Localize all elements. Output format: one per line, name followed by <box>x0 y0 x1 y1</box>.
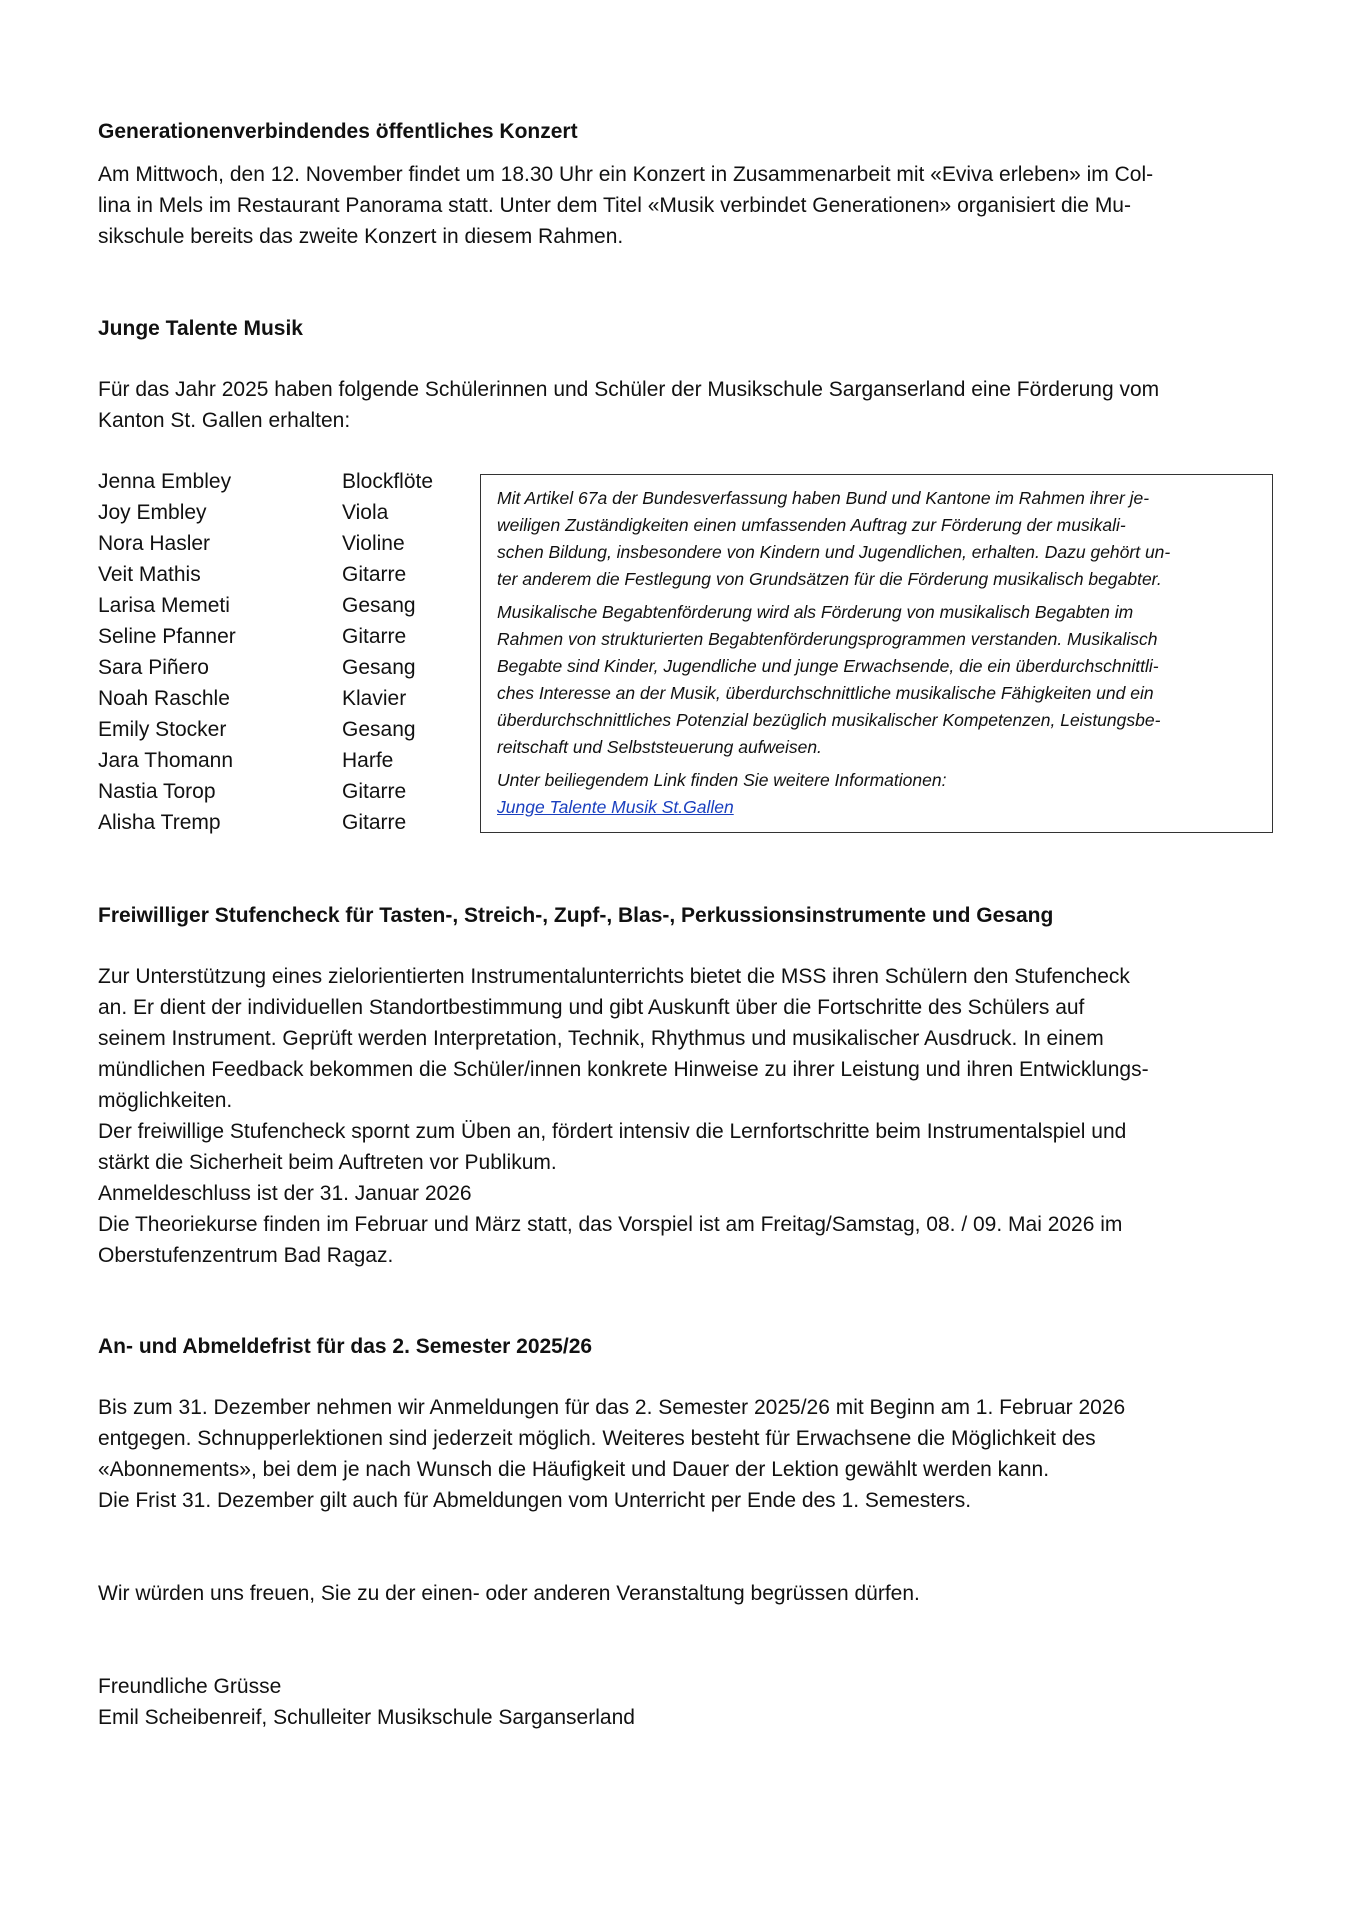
list-item <box>98 621 458 652</box>
student-instrument: Gitarre <box>342 625 407 648</box>
stufencheck-line: Anmeldeschluss ist der 31. Januar 2026 <box>98 1182 472 1205</box>
student-list <box>98 466 458 838</box>
concert-line: sikschule bereits das zweite Konzert in diesem Rahmen. <box>98 225 624 248</box>
info-line: ches Interesse an der Musik, überdurchschnittliche musikalische Fähigkeiten und ein <box>497 683 1154 703</box>
info-line: Begabte sind Kinder, Jugendliche und junge Erwachsende, die ein überdurchschnittli- <box>497 656 1159 676</box>
stufencheck-line: mündlichen Feedback bekommen die Schüler/innen konkrete Hinweise zu ihrer Leistung und ihren Entwicklungs- <box>98 1058 1149 1081</box>
list-item <box>98 807 458 838</box>
student-name: Larisa Memeti <box>98 594 230 617</box>
info-paragraph <box>497 599 1256 761</box>
student-name: Noah Raschle <box>98 687 230 710</box>
info-line: schen Bildung, insbesondere von Kindern und Jugendlichen, erhalten. Dazu gehört un- <box>497 542 1171 562</box>
greeting: Freundliche Grüsse <box>98 1675 282 1698</box>
list-item <box>98 528 458 559</box>
semester-line: «Abonnements», bei dem je nach Wunsch die Häufigkeit und Dauer der Lektion gewählt werden kann. <box>98 1458 1050 1481</box>
info-box <box>480 474 1273 833</box>
info-line: ter anderem die Festlegung von Grundsätzen für die Förderung musikalisch begabter. <box>497 569 1162 589</box>
student-name: Nastia Torop <box>98 780 216 803</box>
info-paragraph <box>497 485 1256 593</box>
student-name: Veit Mathis <box>98 563 201 586</box>
semester-line: entgegen. Schnupperlektionen sind jederzeit möglich. Weiteres besteht für Erwachsene die Möglichkeit des <box>98 1427 1096 1450</box>
semester-section <box>98 1331 1263 1516</box>
student-instrument: Gitarre <box>342 563 407 586</box>
student-name: Jara Thomann <box>98 749 234 772</box>
list-item <box>98 497 458 528</box>
student-instrument: Harfe <box>342 749 394 772</box>
concert-section <box>98 116 1263 252</box>
talents-intro-line: Für das Jahr 2025 haben folgende Schülerinnen und Schüler der Musikschule Sarganserland eine Förderung vom <box>98 378 1160 401</box>
student-instrument: Klavier <box>342 687 407 710</box>
student-name: Alisha Tremp <box>98 811 221 834</box>
talents-intro-line: Kanton St. Gallen erhalten: <box>98 409 351 432</box>
signature: Emil Scheibenreif, Schulleiter Musikschule Sarganserland <box>98 1706 635 1729</box>
student-name: Emily Stocker <box>98 718 227 741</box>
talente-link[interactable]: Junge Talente Musik St.Gallen <box>497 797 734 817</box>
list-item <box>98 776 458 807</box>
student-instrument: Gesang <box>342 718 416 741</box>
stufencheck-line: seinem Instrument. Geprüft werden Interpretation, Technik, Rhythmus und musikalischer Ausdruck. In einem <box>98 1027 1104 1050</box>
info-line: Rahmen von strukturierten Begabtenförderungsprogrammen verstanden. Musikalisch <box>497 629 1158 649</box>
closing-section <box>98 1578 1263 1609</box>
student-instrument: Gesang <box>342 656 416 679</box>
student-name: Nora Hasler <box>98 532 211 555</box>
student-name: Seline Pfanner <box>98 625 236 648</box>
student-name: Jenna Embley <box>98 470 232 493</box>
list-item <box>98 683 458 714</box>
info-line: Mit Artikel 67a der Bundesverfassung haben Bund und Kantone im Rahmen ihrer je- <box>497 488 1150 508</box>
semester-line: Die Frist 31. Dezember gilt auch für Abmeldungen vom Unterricht per Ende des 1. Semesters. <box>98 1489 972 1512</box>
student-instrument: Violine <box>342 532 405 555</box>
list-item <box>98 745 458 776</box>
info-link-intro: Unter beiliegendem Link finden Sie weitere Informationen: <box>497 770 947 790</box>
stufencheck-heading: Freiwilliger Stufencheck für Tasten-, Streich-, Zupf-, Blas-, Perkussionsinstrumente und Gesang <box>98 904 1054 927</box>
student-name: Joy Embley <box>98 501 207 524</box>
student-instrument: Gesang <box>342 594 416 617</box>
concert-line: lina in Mels im Restaurant Panorama statt. Unter dem Titel «Musik verbindet Generationen» organisiert die Mu- <box>98 194 1131 217</box>
closing-text: Wir würden uns freuen, Sie zu der einen- oder anderen Veranstaltung begrüssen dürfen. <box>98 1582 920 1605</box>
list-item <box>98 652 458 683</box>
student-instrument: Gitarre <box>342 780 407 803</box>
info-link-block <box>497 767 1256 821</box>
info-line: reitschaft und Selbststeuerung aufweisen. <box>497 737 822 757</box>
semester-line: Bis zum 31. Dezember nehmen wir Anmeldungen für das 2. Semester 2025/26 mit Beginn am 1. Februar 2026 <box>98 1396 1126 1419</box>
talents-section <box>98 313 1263 436</box>
list-item <box>98 590 458 621</box>
student-instrument: Blockflöte <box>342 470 434 493</box>
stufencheck-section <box>98 900 1263 1271</box>
list-item <box>98 466 458 497</box>
stufencheck-line: Zur Unterstützung eines zielorientierten Instrumentalunterrichts bietet die MSS ihren Schülern den Stufencheck <box>98 965 1130 988</box>
info-line: überdurchschnittliches Potenzial bezüglich musikalischer Kompetenzen, Leistungsbe- <box>497 710 1161 730</box>
concert-heading: Generationenverbindendes öffentliches Konzert <box>98 120 578 143</box>
concert-line: Am Mittwoch, den 12. November findet um 18.30 Uhr ein Konzert in Zusammenarbeit mit «Eviva erleben» im Col- <box>98 163 1154 186</box>
talents-heading: Junge Talente Musik <box>98 317 303 340</box>
semester-heading: An- und Abmeldefrist für das 2. Semester 2025/26 <box>98 1335 593 1358</box>
stufencheck-line: Die Theoriekurse finden im Februar und März statt, das Vorspiel ist am Freitag/Samstag, 08. / 09. Mai 2026 im <box>98 1213 1123 1236</box>
info-line: weiligen Zuständigkeiten einen umfassenden Auftrag zur Förderung der musikali- <box>497 515 1126 535</box>
student-instrument: Viola <box>342 501 389 524</box>
stufencheck-line: Oberstufenzentrum Bad Ragaz. <box>98 1244 394 1267</box>
stufencheck-line: Der freiwillige Stufencheck spornt zum Üben an, fördert intensiv die Lernfortschritte beim Instrumentalspiel und <box>98 1120 1127 1143</box>
stufencheck-line: stärkt die Sicherheit beim Auftreten vor Publikum. <box>98 1151 557 1174</box>
list-item <box>98 559 458 590</box>
student-name: Sara Piñero <box>98 656 209 679</box>
stufencheck-line: möglichkeiten. <box>98 1089 233 1112</box>
student-instrument: Gitarre <box>342 811 407 834</box>
list-item <box>98 714 458 745</box>
stufencheck-line: an. Er dient der individuellen Standortbestimmung und gibt Auskunft über die Fortschritte des Schülers auf <box>98 996 1085 1019</box>
info-line: Musikalische Begabtenförderung wird als Förderung von musikalisch Begabten im <box>497 602 1134 622</box>
signature-block <box>98 1671 1263 1733</box>
